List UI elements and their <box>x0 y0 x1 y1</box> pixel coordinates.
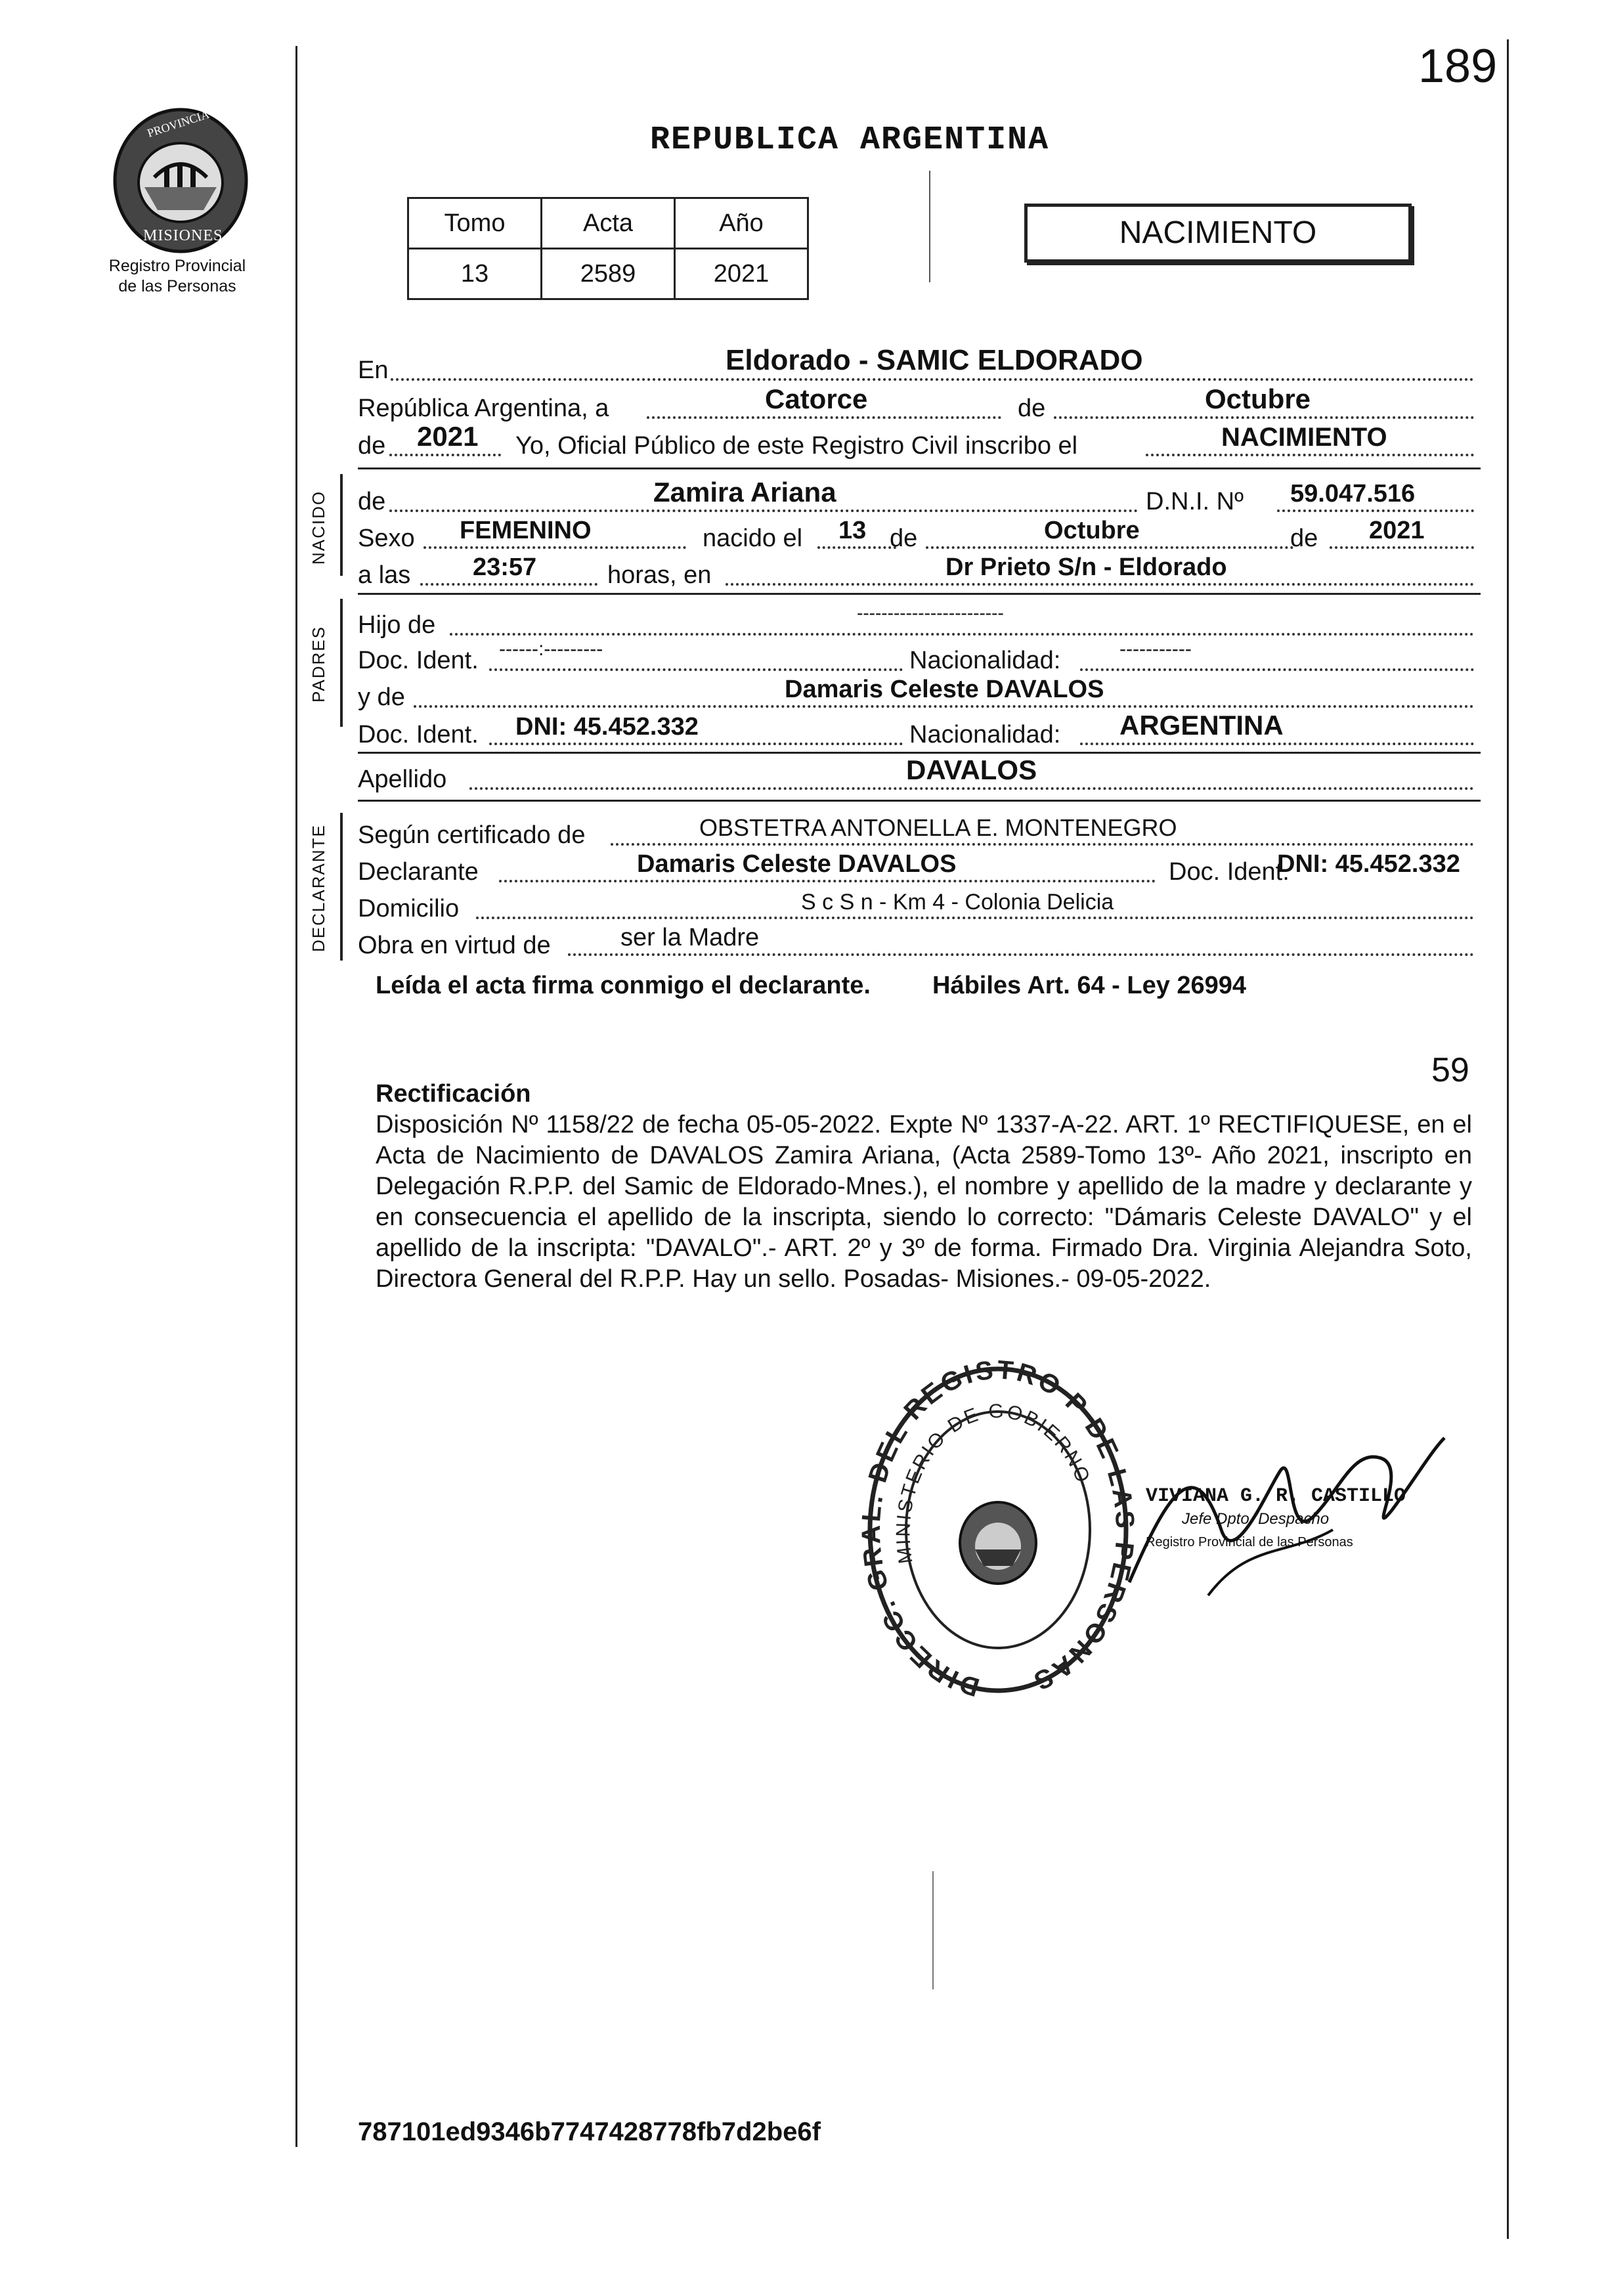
nacido-bracket <box>340 474 343 576</box>
label-en: En <box>358 357 389 384</box>
row-doc-2 <box>358 712 1474 749</box>
value-nac-year: 2021 <box>1369 517 1425 544</box>
row-doc-1 <box>358 638 1474 675</box>
misiones-logo <box>105 102 256 256</box>
label-de-year: de <box>358 432 386 460</box>
label-domicilio: Domicilio <box>358 895 460 922</box>
logo-text-bottom: MISIONES <box>143 227 223 244</box>
page-number: 189 <box>1418 40 1498 93</box>
label-segun: Según certificado de <box>358 821 586 849</box>
dotted-fill <box>926 546 1293 549</box>
closing-statement: Leída el acta firma conmigo el declarante. <box>376 972 871 999</box>
label-nacionalidad-1: Nacionalidad: <box>909 647 1061 674</box>
row-segun <box>358 813 1474 850</box>
logo-caption-line2: de las Personas <box>118 277 236 295</box>
registry-table-header-row <box>408 198 808 249</box>
value-doc-2: DNI: 45.452.332 <box>515 713 699 741</box>
seal-stamp-icon <box>860 1353 1136 1707</box>
value-sexo: FEMENINO <box>460 517 592 544</box>
registry-table-value-row <box>408 249 808 299</box>
section-label-declarante: DECLARANTE <box>309 824 328 952</box>
dotted-fill <box>499 880 1156 882</box>
header-anio: Año <box>675 198 808 249</box>
label-de: de <box>1018 395 1046 422</box>
label-a-las: a las <box>358 561 411 589</box>
dotted-fill <box>647 416 1001 419</box>
value-month: Octubre <box>1205 383 1311 414</box>
dotted-fill <box>1277 509 1474 512</box>
label-sexo: Sexo <box>358 525 415 552</box>
row-hijo-de <box>358 603 1474 639</box>
dotted-fill <box>1146 454 1474 456</box>
value-y-de: Damaris Celeste DAVALOS <box>785 676 1104 703</box>
label-de-3: de <box>1290 525 1318 552</box>
value-declarante: Damaris Celeste DAVALOS <box>637 850 957 878</box>
value-dni: 59.047.516 <box>1290 480 1416 508</box>
rectification-title: Rectificación <box>376 1080 531 1108</box>
dotted-fill <box>817 546 896 549</box>
official-seal <box>860 1353 1136 1707</box>
row-obra <box>358 923 1474 960</box>
dotted-fill <box>611 843 1474 846</box>
header-acta: Acta <box>542 198 675 249</box>
row-domicilio <box>358 886 1474 923</box>
dotted-fill <box>1054 416 1474 419</box>
seal-ring-text: DIRECC. GR . DEL REGISTRO P DE LA PERSONAS <box>860 1355 1136 1702</box>
value-tomo: 13 <box>408 249 542 299</box>
left-margin-line <box>295 46 297 2147</box>
document-title: REPUBLICA ARGENTINA <box>650 121 1050 159</box>
seal-inner-text: MINISTERIO DE GOBIERNO <box>892 1400 1095 1565</box>
dotted-fill <box>391 378 1474 381</box>
center-fold-line-bottom <box>932 1871 934 1989</box>
row-nacido-nombre <box>358 479 1474 516</box>
dotted-fill <box>423 546 686 549</box>
label-doc-declarante: Doc. Ident. <box>1169 858 1290 886</box>
dotted-fill <box>450 633 1474 636</box>
value-day: Catorce <box>765 383 868 414</box>
row-republica <box>358 383 1474 423</box>
section-label-nacido: NACIDO <box>309 490 328 565</box>
value-nac-month: Octubre <box>1044 517 1140 544</box>
label-dni: D.N.I. Nº <box>1146 488 1244 515</box>
section-divider <box>358 800 1481 802</box>
label-horas-en: horas, en <box>607 561 712 589</box>
value-doc-1: ------:--------- <box>499 638 603 660</box>
dotted-fill <box>726 583 1474 586</box>
section-divider <box>358 752 1481 754</box>
dotted-fill <box>469 787 1474 790</box>
dotted-fill <box>414 705 1474 708</box>
value-inscribe: NACIMIENTO <box>1221 423 1387 452</box>
value-domicilio: S c S n - Km 4 - Colonia Delicia <box>801 890 1114 915</box>
label-apellido: Apellido <box>358 766 447 793</box>
value-anio: 2021 <box>675 249 808 299</box>
logo-text-top: PROVINCIA DE <box>145 102 228 140</box>
label-obra: Obra en virtud de <box>358 932 551 959</box>
value-obra: ser la Madre <box>620 924 760 951</box>
value-nacionalidad-2: ARGENTINA <box>1119 710 1284 741</box>
value-lugar: Dr Prieto S/n - Eldorado <box>945 553 1227 581</box>
label-hijo-de: Hijo de <box>358 611 436 639</box>
value-nac-day: 13 <box>838 517 867 544</box>
value-en: Eldorado - SAMIC ELDORADO <box>726 344 1143 376</box>
value-nacionalidad-1: ----------- <box>1119 638 1192 660</box>
dotted-fill <box>1330 546 1474 549</box>
row-en <box>358 344 1474 385</box>
logo-caption <box>79 256 276 297</box>
label-nacionalidad-2: Nacionalidad: <box>909 721 1061 748</box>
label-declarante: Declarante <box>358 858 479 886</box>
dotted-fill <box>420 583 597 586</box>
document-hash: 787101ed9346b7747428778fb7d2be6f <box>358 2117 821 2146</box>
row-apellido <box>358 754 1474 794</box>
dotted-fill <box>489 668 903 671</box>
label-oficial: Yo, Oficial Público de este Registro Civil inscribo el <box>515 432 1078 460</box>
label-nacido-el: nacido el <box>703 525 803 552</box>
label-doc-2: Doc. Ident. <box>358 721 479 748</box>
value-acta: 2589 <box>542 249 675 299</box>
value-nombre: Zamira Ariana <box>653 477 836 508</box>
center-fold-line-top <box>929 171 930 282</box>
dotted-fill <box>389 454 501 456</box>
label-y-de: y de <box>358 683 405 711</box>
value-apellido: DAVALOS <box>906 754 1037 785</box>
rectification-body: Disposición Nº 1158/22 de fecha 05-05-2022. Expte Nº 1337-A-22. ART. 1º RECTIFIQUESE, en el Acta de Nacimiento de DAVALOS Zamira Ariana, (Acta 2589-Tomo 13º- Año 2021, inscripto en Delegación R.P.P. del Samic de Eldorado-Mnes.), el nombre y apellido de la madre y declarante y en consecuencia el apellido de la inscripta, siendo lo correcto: "Dámaris Celeste DAVALO" y el apellido de la inscripta: "DAVALO".- ART. 2º y 3º de forma. Firmado Dra. Virginia Alejandra Soto, Directora General del R.P.P. Hay un sello. Posadas- Misiones.- 09-05-2022. <box>376 1111 1472 1293</box>
row-declarante <box>358 850 1474 886</box>
header-tomo: Tomo <box>408 198 542 249</box>
right-margin-line <box>1507 39 1509 2239</box>
label-doc-1: Doc. Ident. <box>358 647 479 674</box>
document-type-box: NACIMIENTO <box>1024 204 1412 263</box>
dotted-fill <box>389 509 1138 512</box>
dotted-fill <box>1080 668 1474 671</box>
dotted-fill <box>1080 743 1474 745</box>
stamp-name: VIVIANA G. R. CASTILLO <box>1146 1485 1406 1507</box>
dotted-fill <box>568 953 1474 956</box>
label-de-nombre: de <box>358 488 386 515</box>
value-hora: 23:57 <box>473 553 537 581</box>
dotted-fill <box>476 917 1474 919</box>
row-hora-lugar <box>358 553 1474 590</box>
registry-table <box>407 197 809 300</box>
declarante-bracket <box>340 813 343 961</box>
label-republica: República Argentina, a <box>358 395 609 422</box>
stamp-org: Registro Provincial de las Personas <box>1146 1535 1353 1549</box>
row-y-de <box>358 675 1474 712</box>
value-doc-declarante: DNI: 45.452.332 <box>1277 850 1460 878</box>
label-de-2: de <box>890 525 918 552</box>
dotted-fill <box>489 743 903 745</box>
section-divider <box>358 593 1481 595</box>
value-hijo-de: ------------------------ <box>857 603 1004 623</box>
logo-caption-line1: Registro Provincial <box>108 257 246 275</box>
padres-bracket <box>340 599 343 727</box>
section-label-padres: PADRES <box>309 626 328 703</box>
value-segun: OBSTETRA ANTONELLA E. MONTENEGRO <box>699 814 1177 841</box>
value-year: 2021 <box>417 421 479 452</box>
row-sexo <box>358 516 1474 553</box>
closing-article: Hábiles Art. 64 - Ley 26994 <box>932 972 1247 999</box>
section-divider <box>358 467 1481 469</box>
rectification-number: 59 <box>1431 1051 1469 1089</box>
stamp-role: Jefe Dpto. Despacho <box>1182 1510 1330 1528</box>
row-yo-oficial <box>358 423 1474 460</box>
